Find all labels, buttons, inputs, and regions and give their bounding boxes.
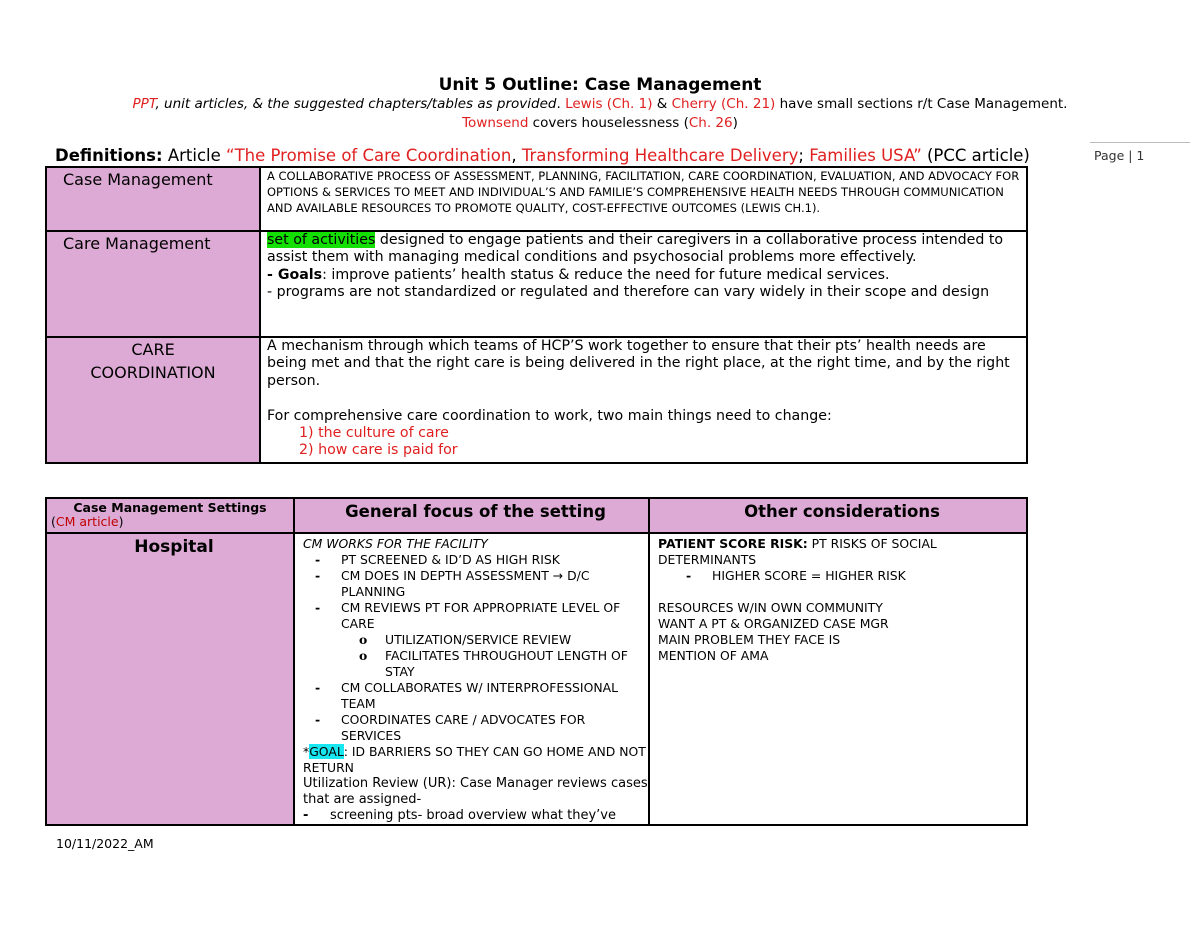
bullet-text: CM REVIEWS PT FOR APPROPRIATE LEVEL OF CARE [341, 600, 621, 631]
settings-table [45, 497, 1028, 826]
comma-1: , [511, 146, 522, 165]
dash-marker: - [315, 568, 321, 583]
pcc-article: (PCC article) [921, 146, 1030, 165]
subtitle-tail: have small sections r/t Case Management. [775, 96, 1068, 112]
case-management-definition-cell [260, 167, 1027, 231]
ppt-ref: PPT [132, 96, 156, 112]
other-line: MAIN PROBLEM THEY FACE IS [658, 632, 841, 647]
care-coordination-definition-cell [260, 337, 1027, 463]
definitions-heading [55, 146, 1030, 165]
case-management-label-cell [46, 167, 260, 231]
footer-date: 10/11/2022_AM [56, 836, 154, 851]
goals-label: - Goals [267, 266, 323, 283]
table-row [46, 337, 1027, 463]
dash-marker: - [315, 680, 321, 695]
page-number: Page | 1 [1094, 148, 1145, 163]
list-item [303, 568, 648, 600]
semicolon: ; [798, 146, 810, 165]
other-line: RESOURCES W/IN OWN COMMUNITY [658, 600, 883, 615]
dash-marker: - [315, 552, 321, 567]
cherry-ref: Cherry (Ch. 21) [671, 96, 776, 112]
change-item-1: 1) the culture of care [299, 425, 449, 442]
definitions-table [45, 166, 1028, 464]
article-title-1: The Promise of Care Coordination [234, 146, 512, 165]
bullet-text: PT SCREENED & ID’D AS HIGH RISK [341, 552, 560, 567]
list-item [303, 648, 648, 680]
page-header-rule [1090, 142, 1190, 143]
care-coordination-intro: For comprehensive care coordination to work, two main things need to change: [267, 407, 832, 424]
goal-text: : ID BARRIERS SO THEY CAN GO HOME AND NOT RETURN [303, 744, 646, 775]
highlighted-text: set of activities [267, 232, 376, 248]
sub-marker: o [359, 648, 368, 663]
care-management-definition [267, 232, 1026, 267]
sub-marker: o [359, 632, 368, 647]
townsend-ref: Townsend [462, 115, 529, 131]
settings-header-label: Case Management Settings [73, 500, 267, 515]
care-coordination-label-cell [46, 337, 260, 463]
header-other-considerations: Other considerations [649, 498, 1027, 533]
score-bullet: HIGHER SCORE = HIGHER RISK [712, 568, 906, 583]
care-coordination-definition: A mechanism through which teams of HCP’S work together to ensure that their pts’ health needs are being met and that the right care is being delivered in the right place, at the right time, and by the right person. [267, 338, 1010, 389]
care-coordination-label [47, 340, 259, 382]
care-management-label: Care Management [63, 234, 211, 253]
subtitle-text: , unit articles, & the suggested chapters/tables as provided [155, 96, 557, 112]
ur-bullet: screening pts- broad overview what they’ve [330, 808, 616, 823]
bullet-text: COORDINATES CARE / ADVOCATES FOR SERVICES [341, 712, 586, 743]
article-title-2: Transforming Healthcare Delivery [521, 146, 799, 165]
subtitle-2-close: ) [732, 115, 738, 131]
dash-marker: - [686, 568, 692, 583]
programs-line: - programs are not standardized or regulated and therefore can vary widely in their scope and design [267, 284, 990, 301]
header-general-focus: General focus of the setting [294, 498, 649, 533]
subtitle-line-1 [0, 96, 1200, 112]
hospital-label-cell: Hospital [46, 533, 294, 825]
lewis-ref: Lewis (Ch. 1) [565, 96, 653, 112]
goal-line [303, 744, 648, 776]
score-risk-label: PATIENT SCORE RISK: [658, 536, 808, 551]
sub-bullet-text: UTILIZATION/SERVICE REVIEW [385, 632, 572, 647]
table-row [46, 533, 1027, 825]
bullet-text: CM DOES IN DEPTH ASSESSMENT → D/C PLANNING [341, 568, 590, 599]
hospital-focus-cell [294, 533, 649, 825]
paren-open: ( [51, 514, 56, 529]
subtitle-line-2 [0, 115, 1200, 131]
quote-open: “ [226, 146, 235, 165]
list-item [303, 712, 648, 744]
article-title-3: Families USA” [809, 146, 922, 165]
dash-marker: - [315, 712, 321, 727]
case-management-definition: A COLLABORATIVE PROCESS OF ASSESSMENT, PLANNING, FACILITATION, CARE COORDINATION, EVALUATION, AND ADVOCACY FOR OPTIONS & SERVICES TO MEET AND INDIVIDUAL’S AND FAMILIE’S COMPREHENSIVE HEALTH NEEDS THROUGH COMMUNICATION AND AVAILABLE RESOURCES TO PROMOTE QUALITY, COST-EFFECTIVE OUTCOMES (LEWIS CH.1). [267, 169, 1020, 215]
care-management-label-cell [46, 231, 260, 337]
list-item [303, 680, 648, 712]
case-management-label: Case Management [63, 170, 213, 189]
change-item-2: 2) how care is paid for [299, 442, 458, 459]
cm-article-ref: CM article [55, 514, 119, 529]
paren-close: ) [118, 514, 124, 529]
list-item [303, 600, 648, 632]
other-line: MENTION OF AMA [658, 648, 769, 663]
list-item [303, 632, 648, 648]
definitions-label: Definitions: [55, 146, 163, 165]
goal-star: * [303, 744, 310, 759]
hospital-other-cell [649, 533, 1027, 825]
goals-line [267, 267, 1026, 284]
care-management-text: designed to engage patients and their caregivers in a collaborative process intended to assist them with managing medical conditions and psychosocial problems more effectively. [267, 232, 1004, 266]
ur-text: Utilization Review (UR): Case Manager reviews cases that are assigned- [303, 776, 648, 807]
dash-marker: - [315, 600, 321, 615]
dash-marker: - [303, 808, 309, 823]
goals-text: : improve patients’ health status & reduce the need for future medical services. [322, 266, 890, 283]
list-item [303, 808, 648, 824]
subtitle-amp: & [652, 96, 672, 112]
table-header-row [46, 498, 1027, 533]
focus-title: CM WORKS FOR THE FACILITY [303, 536, 488, 551]
subtitle-dot: . [556, 96, 566, 112]
ch26-ref: Ch. 26 [688, 115, 733, 131]
subtitle-2-text: covers houselessness ( [528, 115, 689, 131]
list-item [658, 568, 1026, 584]
score-risk-text: PT RISKS OF SOCIAL DETERMINANTS [658, 536, 937, 567]
care-management-definition-cell [260, 231, 1027, 337]
page-title: Unit 5 Outline: Case Management [438, 75, 762, 95]
article-word: Article [162, 146, 226, 165]
table-row [46, 167, 1027, 231]
care-label-line-2: COORDINATION [90, 363, 216, 382]
goal-label: GOAL [309, 744, 344, 759]
header-settings [46, 498, 294, 533]
other-line: WANT A PT & ORGANIZED CASE MGR [658, 616, 889, 631]
bullet-text: CM COLLABORATES W/ INTERPROFESSIONAL TEAM [341, 680, 618, 711]
care-label-line-1: CARE [131, 340, 175, 359]
sub-bullet-text: FACILITATES THROUGHOUT LENGTH OF STAY [385, 648, 628, 679]
patient-score-risk [658, 536, 1026, 568]
list-item [303, 552, 648, 568]
table-row [46, 231, 1027, 337]
